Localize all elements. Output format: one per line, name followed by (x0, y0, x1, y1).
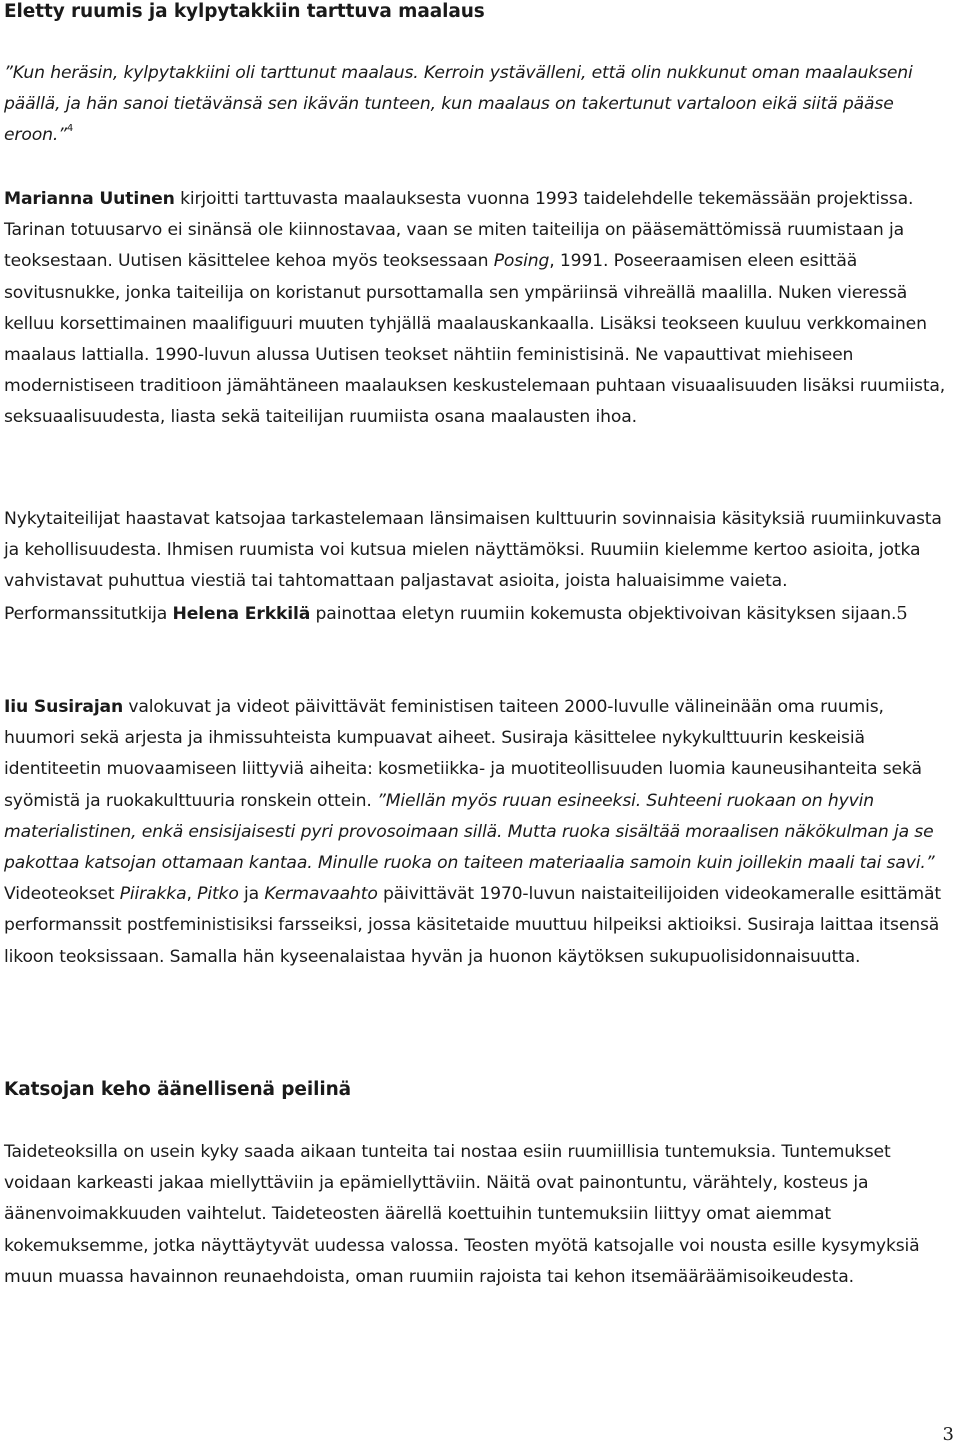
artist-name-susiraja: Iiu Susirajan (4, 697, 124, 717)
uutinen-quote (4, 58, 934, 152)
susiraja-quote: ”Miellän myös ruuan esineeksi. Suhteeni ruokaan on hyvin materialistinen, enkä ensisijaisesti pyri provosoimaan sillä. Mutta ruoka sisältää moraalisen näkökulman ja se pakottaa katsojan ottamaan kantaa. Minulle ruoka on taiteen materiaalia samoin kuin joillekin maali tai savi.” (4, 790, 935, 874)
work-title-posing: Posing (493, 251, 550, 272)
nykytaiteilijat-text-b: painottaa eletyn ruumiin kokemusta objektivoivan käsityksen sijaan. (310, 603, 897, 624)
footnote-marker-5: 5 (896, 602, 908, 624)
work-title-pitko: Pitko (197, 884, 239, 905)
susiraja-text-a: valokuvat ja videot päivittävät feministisen taiteen 2000-luvulle välineinään oma ruumis, huumori sekä arjesta ja ihmissuhteista kumpuavat aiheet. Susiraja käsittelee nykykulttuurin keskeisiä identiteetin muovaamiseen liittyviä aiheita: kosmetiikka- ja muotiteollisuuden luomia kauneusihanteita sekä syömistä ja ruokakulttuuria ronskein ottein. (4, 697, 922, 811)
artist-name-uutinen: Marianna Uutinen (4, 189, 175, 209)
susiraja-sep-2: ja (238, 884, 265, 905)
nykytaiteilijat-text-a: Nykytaiteilijat haastavat katsojaa tarkastelemaan länsimaisen kulttuurin sovinnaisia käsityksiä ruumiinkuvasta ja kehollisuudesta. Ihmisen ruumista voi kutsua mielen näyttämöksi. Ruumiin kielemme kertoo asioita, jotka vahvistavat puhuttua viestiä tai tahtomattaan paljastavat asioita, joista haluaisimme vaieta. Performanssitutkija (4, 509, 942, 624)
susiraja-sep-1: , (186, 884, 198, 905)
susiraja-text-b: Videoteokset (4, 884, 120, 905)
work-title-kermavaahto: Kermavaahto (264, 884, 378, 905)
uutinen-paragraph-text-a: kirjoitti tarttuvasta maalauksesta vuonna 1993 taidelehdelle tekemässään projektissa. Tarinan totuusarvo ei sinänsä ole kiinnostavaa, vaan se miten taiteilija on pääsemättömissä ruumistaan ja teoksestaan. Uutisen käsittelee kehoa myös teoksessaan (4, 189, 914, 272)
uutinen-paragraph-text-b: , 1991. Poseeraamisen eleen esittää sovitusnukke, jonka taiteilija on koristanut pursottamalla sen ympäriinsä vihreällä maalilla. Nuken vieressä kelluu korsettimainen maalifiguuri muuten tyhjällä maalauskankaalla. Lisäksi teokseen kuuluu verkkomainen maalaus lattialla. 1990-luvun alussa Uutisen teokset nähtiin feministisinä. Ne vapauttivat miehiseen modernistiseen traditioon jämähtäneen maalauksen keskustelemaan puhtaan visuaalisuuden lisäksi ruumiista, seksuaalisuudesta, liasta sekä taiteilijan ruumiista osana maalausten ihoa. (4, 251, 946, 428)
susiraja-paragraph (4, 692, 950, 973)
page-number: 3 (942, 1424, 954, 1445)
nykytaiteilijat-paragraph (4, 504, 950, 630)
section-heading-katsojan-keho: Katsojan keho äänellisenä peilinä (4, 1079, 352, 1100)
uutinen-quote-text: ”Kun heräsin, kylpytakkiini oli tarttunut maalaus. Kerroin ystävälleni, että olin nukkunut oman maalaukseni päällä, ja hän sanoi tietävänsä sen ikävän tunteen, kun maalaus on takertunut vartaloon eikä siitä pääse eroon.” (4, 63, 913, 146)
section-heading-eletty-ruumis: Eletty ruumis ja kylpytakkiin tarttuva maalaus (4, 1, 485, 22)
researcher-name-erkkila: Helena Erkkilä (172, 603, 311, 624)
uutinen-paragraph (4, 184, 950, 434)
susiraja-text-c: päivittävät 1970-luvun naistaiteilijoiden videokameralle esittämät performanssit postfeministisiksi farsseiksi, jossa käsitetaide muuttuu hilpeiksi aktioiksi. Susiraja laittaa itsensä likoon teoksissaan. Samalla hän kyseenalaistaa hyvän ja huonon käytöksen sukupuolisidonnaisuutta. (4, 884, 941, 967)
katsojan-keho-paragraph: Taideteoksilla on usein kyky saada aikaan tunteita tai nostaa esiin ruumiillisia tuntemuksia. Tuntemukset voidaan karkeasti jakaa miellyttäviin ja epämiellyttäviin. Näitä ovat painontuntu, värähtely, kosteus ja äänenvoimakkuuden vaihtelut. Taideteosten äärellä koettuihin tuntemuksiin liittyy omat aiemmat kokemuksemme, jotka näyttäytyvät uudessa valossa. Teosten myötä katsojalle voi nousta esille kysymyksiä muun muassa havainnon reunaehdoista, oman ruumiin rajoista tai kehon itsemääräämisoikeudesta. (4, 1142, 920, 1287)
work-title-piirakka: Piirakka (119, 884, 187, 905)
footnote-marker-4: 4 (66, 123, 74, 135)
